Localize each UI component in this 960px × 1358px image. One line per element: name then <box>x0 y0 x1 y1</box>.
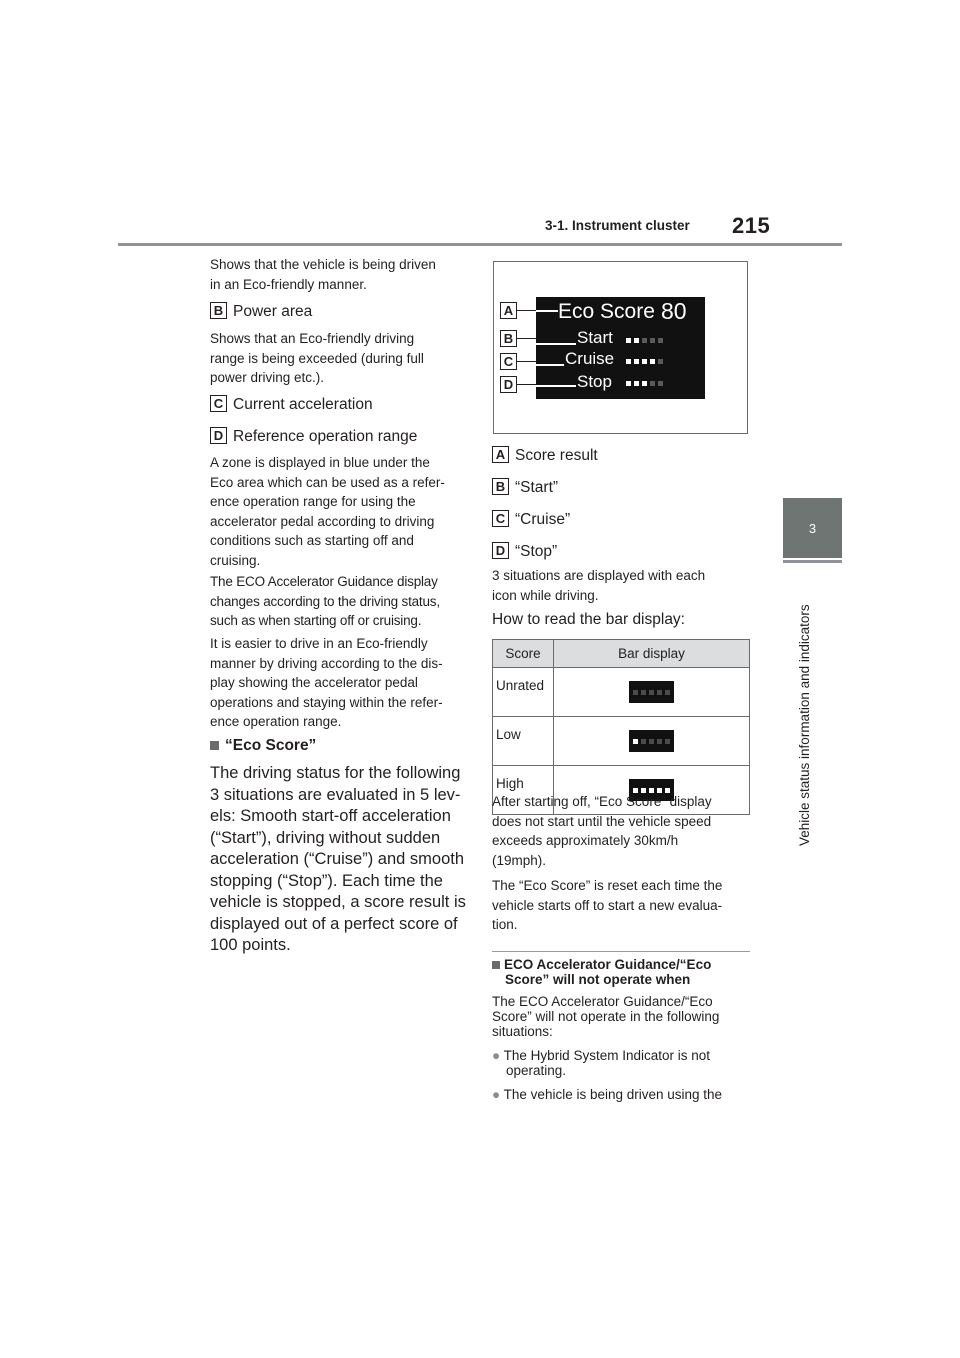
text-line: The vehicle is being driven using the <box>503 1087 723 1102</box>
leader-line-c <box>517 361 536 362</box>
text-line: The driving status for the following <box>210 764 461 782</box>
leader-line-c-inner <box>536 364 564 366</box>
text-line: stopping (“Stop”). Each time the <box>210 871 443 890</box>
text-line: does not start until the vehicle speed <box>492 813 712 829</box>
bullet-dot-icon: ● <box>492 1048 501 1063</box>
text-line: Score” will not operate in the following <box>492 1009 720 1024</box>
text-line: The Hybrid System Indicator is not <box>503 1048 711 1063</box>
legend-d-box: D <box>492 542 509 559</box>
eco-score-heading <box>210 737 316 755</box>
leader-line-a-inner <box>536 310 558 312</box>
figure-callout-b: B <box>500 330 517 347</box>
legend-b-box: B <box>492 478 509 495</box>
bullet-dot-icon: ● <box>492 1087 501 1102</box>
leader-line-d-inner <box>536 385 576 387</box>
score-cell: High <box>493 766 554 815</box>
text-line: The ECO Accelerator Guidance/“Eco <box>492 994 713 1009</box>
bar-segment <box>642 359 647 364</box>
after-start-text <box>492 792 712 870</box>
legend-b-text: “Start” <box>515 479 559 496</box>
leader-line-b-inner <box>536 343 576 345</box>
guidance-display-paragraph <box>210 572 440 631</box>
bar-segment <box>649 739 654 744</box>
table-header-bar-display: Bar display <box>554 640 750 668</box>
bar-segment <box>626 381 631 386</box>
text-line: cruising. <box>210 552 261 568</box>
text-line: ence operation range. <box>210 714 342 729</box>
eco-score-body <box>210 763 466 957</box>
text-line: icon while driving. <box>492 587 599 603</box>
bar-segment <box>634 381 639 386</box>
text-line: range is being exceeded (during full <box>210 350 424 366</box>
text-line: displayed out of a perfect score of <box>210 914 458 933</box>
chapter-tab-divider <box>783 560 842 563</box>
bar-cell <box>554 717 750 766</box>
bar-segment <box>657 739 662 744</box>
figure-callout-c: C <box>500 353 517 370</box>
note-heading <box>492 957 711 987</box>
text-line: operating. <box>506 1063 567 1078</box>
section-title: 3-1. Instrument cluster <box>545 218 690 233</box>
score-cell: Low <box>493 717 554 766</box>
bullet-item <box>492 1087 722 1102</box>
text-line: Score” will not operate when <box>505 972 691 987</box>
bar-icon <box>629 681 674 703</box>
figure-cruise-bars <box>626 359 663 364</box>
score-cell: Unrated <box>493 668 554 717</box>
text-line: conditions such as starting off and <box>210 533 414 548</box>
legend-d-text: “Stop” <box>515 543 558 560</box>
text-line: ECO Accelerator Guidance/“Eco <box>504 957 712 972</box>
bar-segment <box>634 359 639 364</box>
figure-callout-a: A <box>500 302 517 319</box>
bar-segment <box>633 690 638 695</box>
bar-segment <box>650 338 655 343</box>
table-header-score: Score <box>493 640 554 668</box>
bar-segment <box>665 739 670 744</box>
bar-segment <box>658 381 663 386</box>
how-to-read-label: How to read the bar display: <box>492 611 685 628</box>
table-row <box>493 717 750 766</box>
bar-segment <box>641 739 646 744</box>
text-line: 3 situations are evaluated in 5 lev- <box>210 785 461 804</box>
leader-line-a <box>517 310 536 311</box>
text-line: acceleration (“Cruise”) and smooth <box>210 850 465 868</box>
text-line: play showing the accelerator pedal <box>210 675 418 690</box>
leader-line-b <box>517 338 536 339</box>
text-line: manner by driving according to the dis- <box>210 655 443 671</box>
text-line: changes according to the driving status, <box>210 593 440 609</box>
note-body <box>492 994 719 1039</box>
bar-segment <box>626 359 631 364</box>
bar-segment <box>650 381 655 386</box>
text-line: Shows that an Eco-friendly driving <box>210 331 415 346</box>
bar-cell <box>554 668 750 717</box>
note-divider <box>492 951 750 952</box>
legend-c-text: “Cruise” <box>515 511 571 528</box>
bar-segment <box>633 739 638 744</box>
bar-segment <box>649 690 654 695</box>
leader-line-d <box>517 384 536 385</box>
figure-score-value: 80 <box>661 298 687 324</box>
text-line: Shows that the vehicle is being driven <box>210 257 436 272</box>
bar-segment <box>634 338 639 343</box>
page-number: 215 <box>732 213 771 238</box>
table-row <box>493 668 750 717</box>
eco-score-heading-text: “Eco Score” <box>225 737 317 754</box>
section-square-icon <box>210 741 219 750</box>
text-line: situations: <box>492 1024 553 1039</box>
chapter-number: 3 <box>808 520 817 536</box>
text-line: in an Eco-friendly manner. <box>210 276 367 292</box>
figure-eco-score-title: Eco Score <box>558 300 655 323</box>
bar-icon <box>629 730 674 752</box>
power-area-label: Power area <box>233 303 313 320</box>
header-divider <box>118 243 842 246</box>
legend-a-text: Score result <box>515 447 598 464</box>
intro-text <box>210 255 436 294</box>
figure-stop-bars <box>626 381 663 386</box>
figure-callout-d: D <box>500 376 517 393</box>
bar-display-table <box>492 639 750 815</box>
text-line: A zone is displayed in blue under the <box>210 455 430 470</box>
table-header-row <box>493 640 750 668</box>
current-acceleration-label: Current acceleration <box>233 396 373 413</box>
figure-start-bars <box>626 338 663 343</box>
reference-range-label: Reference operation range <box>233 428 418 445</box>
text-line: ence operation range for using the <box>210 494 416 509</box>
situations-text <box>492 566 705 605</box>
text-line: 3 situations are displayed with each <box>492 568 706 583</box>
figure-start-label: Start <box>577 328 613 347</box>
bar-segment <box>642 381 647 386</box>
text-line: 100 points. <box>210 936 291 954</box>
text-line: vehicle is stopped, a score result is <box>210 893 466 911</box>
text-line: The ECO Accelerator Guidance display <box>210 574 438 589</box>
text-line: exceeds approximately 30km/h <box>492 833 679 848</box>
bullet-item <box>492 1048 710 1078</box>
bar-segment <box>650 359 655 364</box>
bar-segment <box>641 690 646 695</box>
power-area-description <box>210 329 424 388</box>
bar-segment <box>657 690 662 695</box>
text-line: accelerator pedal according to driving <box>210 513 435 529</box>
note-square-icon <box>492 961 500 969</box>
text-line: operations and staying within the refer- <box>210 694 443 710</box>
bar-segment <box>658 338 663 343</box>
legend-a-box: A <box>492 446 509 463</box>
text-line: vehicle starts off to start a new evalua- <box>492 897 723 913</box>
reset-text <box>492 876 722 935</box>
text-line: After starting off, “Eco Score” display <box>492 794 712 809</box>
text-line: (19mph). <box>492 852 547 868</box>
chapter-title-text: Vehicle status information and indicators <box>797 604 812 846</box>
callout-d-box: D <box>210 427 227 444</box>
text-line: power driving etc.). <box>210 370 325 385</box>
bar-segment <box>665 690 670 695</box>
bar-segment <box>626 338 631 343</box>
eco-friendly-paragraph <box>210 634 443 732</box>
text-line: It is easier to drive in an Eco-friendly <box>210 636 428 651</box>
chapter-title <box>797 566 815 846</box>
bar-segment <box>658 359 663 364</box>
callout-b-box: B <box>210 302 227 319</box>
legend-c-box: C <box>492 510 509 527</box>
text-line: tion. <box>492 917 518 932</box>
figure-stop-label: Stop <box>577 372 612 391</box>
text-line: such as when starting off or cruising. <box>210 613 422 628</box>
text-line: The “Eco Score” is reset each time the <box>492 878 723 893</box>
figure-cruise-label: Cruise <box>565 349 615 368</box>
text-line: (“Start”), driving without sudden <box>210 828 441 847</box>
bar-segment <box>642 338 647 343</box>
text-line: Eco area which can be used as a refer- <box>210 474 445 490</box>
text-line: els: Smooth start-off acceleration <box>210 807 451 825</box>
callout-c-box: C <box>210 395 227 412</box>
reference-range-description <box>210 453 445 570</box>
